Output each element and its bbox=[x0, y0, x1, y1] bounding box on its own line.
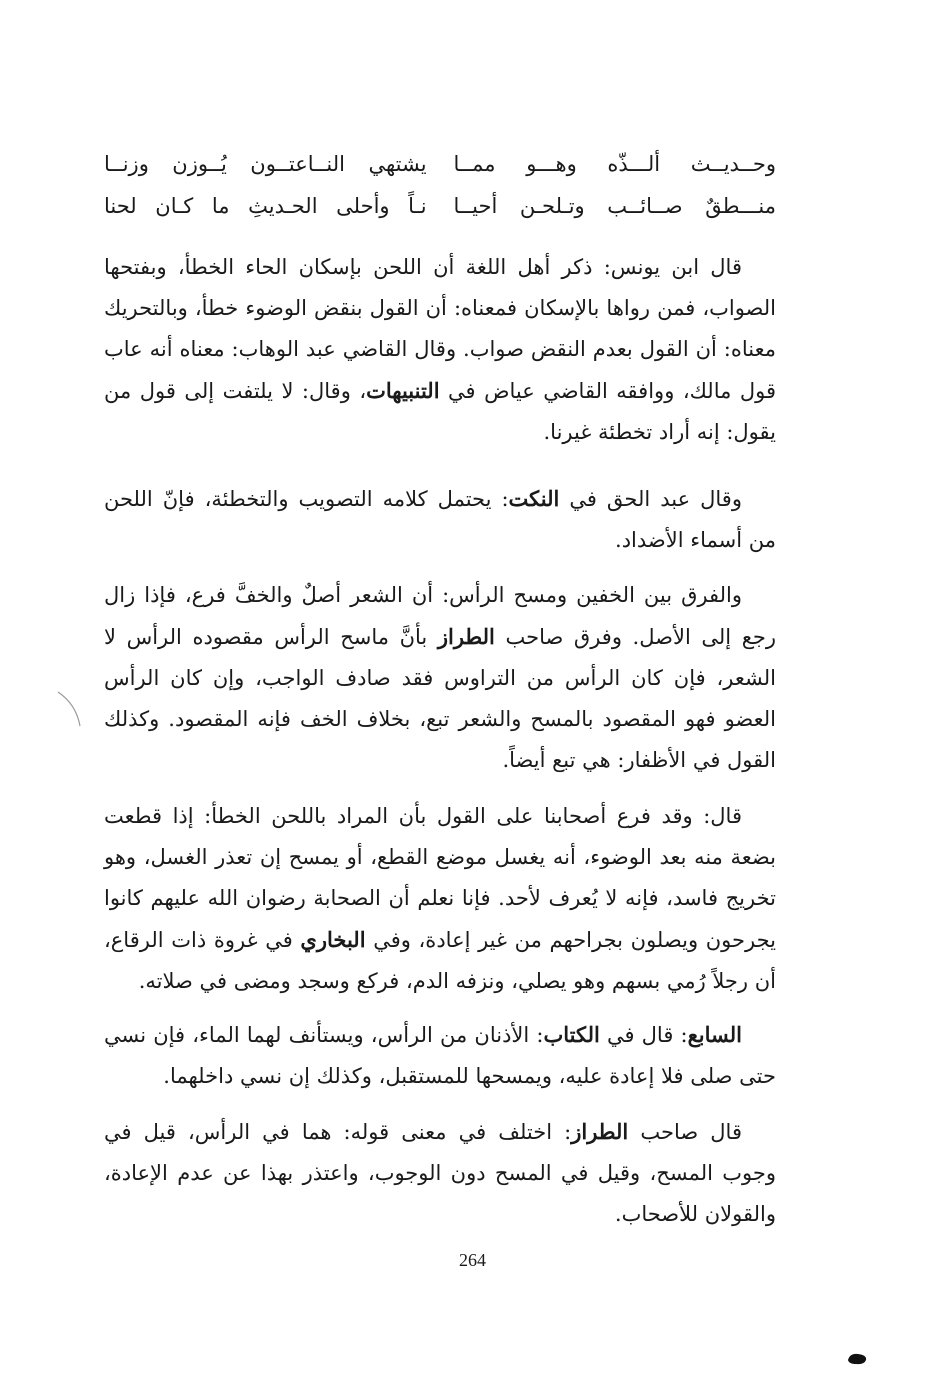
book-title: الكتاب bbox=[543, 1022, 600, 1047]
verse-hemistich: وحــديــث ألـــذّه وهـــو ممــا bbox=[453, 152, 776, 176]
paragraph-1 bbox=[104, 247, 776, 453]
book-title: الطراز bbox=[571, 1119, 629, 1144]
text-run: قال ابن يونس: ذكر أهل اللغة أن اللحن بإسكان الحاء الخطأ، وبفتحها الصواب، فمن رواها بالإسكان فمعناه: أن القول بنقض الوضوء خطأ، وبالتحريك معناه: أن القول بعدم النقض صواب. وقال القاضي عبد الوهاب: معناه أنه عاب قول مالك، ووافقه القاضي عياض في bbox=[104, 255, 776, 403]
book-title: الطراز bbox=[437, 624, 495, 649]
paragraph-5 bbox=[104, 1014, 776, 1097]
verse-hemistich: نـاً وأحلى الحـديثِ ما كـان لحنا bbox=[104, 194, 427, 218]
text-run: : الأذنان من الرأس، ويستأنف لهما الماء، فإن نسي حتى صلى فلا إعادة عليه، ويمسحها للمستقبل، وكذلك إن نسي داخلهما. bbox=[104, 1023, 776, 1088]
paragraph-text bbox=[104, 1014, 776, 1097]
text-run: قال صاحب bbox=[628, 1120, 742, 1144]
verse-line-2 bbox=[104, 185, 776, 227]
text-run: ، وقال: لا يلتفت إلى قول من يقول: إنه أراد تخطئة غيرنا. bbox=[104, 379, 776, 444]
book-title: البخاري bbox=[300, 927, 366, 952]
ink-blot-icon bbox=[846, 1352, 868, 1366]
text-run: وقال عبد الحق في bbox=[559, 487, 742, 511]
text-run: بأنَّ ماسح الرأس مقصوده الرأس لا الشعر، فإن كان الرأس من التراوس فقد صادف الواجب، وإن كان الرأس العضو فهو المقصود بالمسح والشعر تبع، بخلاف الخف فإنه المقصود. وكذلك القول في الأظفار: هي تبع أيضاً. bbox=[104, 625, 776, 772]
verse-line-1 bbox=[104, 143, 776, 185]
paragraph-text bbox=[104, 478, 776, 561]
paragraph-text bbox=[104, 247, 776, 453]
verse-hemistich: يشتهي النــاعتــون يُــوزن وزنــا bbox=[104, 152, 427, 176]
paragraph-text bbox=[104, 575, 776, 781]
paragraph-text bbox=[104, 1111, 776, 1235]
book-title: النكت bbox=[508, 486, 560, 511]
paragraph-4 bbox=[104, 796, 776, 1002]
text-run: في غروة ذات الرقاع، أن رجلاً رُمي بسهم وهو يصلي، ونزفه الدم، فركع وسجد ومضى في صلاته. bbox=[104, 928, 776, 993]
poem-verse bbox=[104, 143, 776, 227]
paragraph-text bbox=[104, 796, 776, 1002]
verse-hemistich: منـــطقٌ صــائــب وتـلحـن أحيــا bbox=[453, 194, 776, 218]
text-run: قال: وقد فرع أصحابنا على القول بأن المراد باللحن الخطأ: إذا قطعت بضعة منه بعد الوضوء، أنه يغسل موضع القطع، أو يمسح إن تعذر الغسل، وهو تخريج فاسد، فإنه لا يُعرف لأحد. فإنا نعلم أن الصحابة رضوان الله عليهم كانوا يجرحون ويصلون بجراحهم من غير إعادة، وفي bbox=[104, 804, 776, 952]
paragraph-2 bbox=[104, 478, 776, 561]
margin-mark-icon bbox=[54, 690, 84, 730]
text-run: والفرق بين الخفين ومسح الرأس: أن الشعر أصلٌ والخفَّ فرع، فإذا زال رجع إلى الأصل. وفرق صاحب bbox=[104, 583, 776, 649]
page-number: 264 bbox=[459, 1250, 486, 1270]
paragraph-3 bbox=[104, 575, 776, 781]
text-run: : يحتمل كلامه التصويب والتخطئة، فإنّ اللحن من أسماء الأضداد. bbox=[104, 487, 776, 552]
book-title: التنبيهات bbox=[366, 378, 440, 403]
text-run: : قال في bbox=[599, 1023, 688, 1047]
paragraph-6 bbox=[104, 1111, 776, 1235]
section-heading: السابع bbox=[687, 1022, 742, 1047]
text-run: : اختلف في معنى قوله: هما في الرأس، قيل في وجوب المسح، وقيل في المسح دون الوجوب، واعتذر بهذا عن عدم الإعادة، والقولان للأصحاب. bbox=[104, 1120, 776, 1226]
